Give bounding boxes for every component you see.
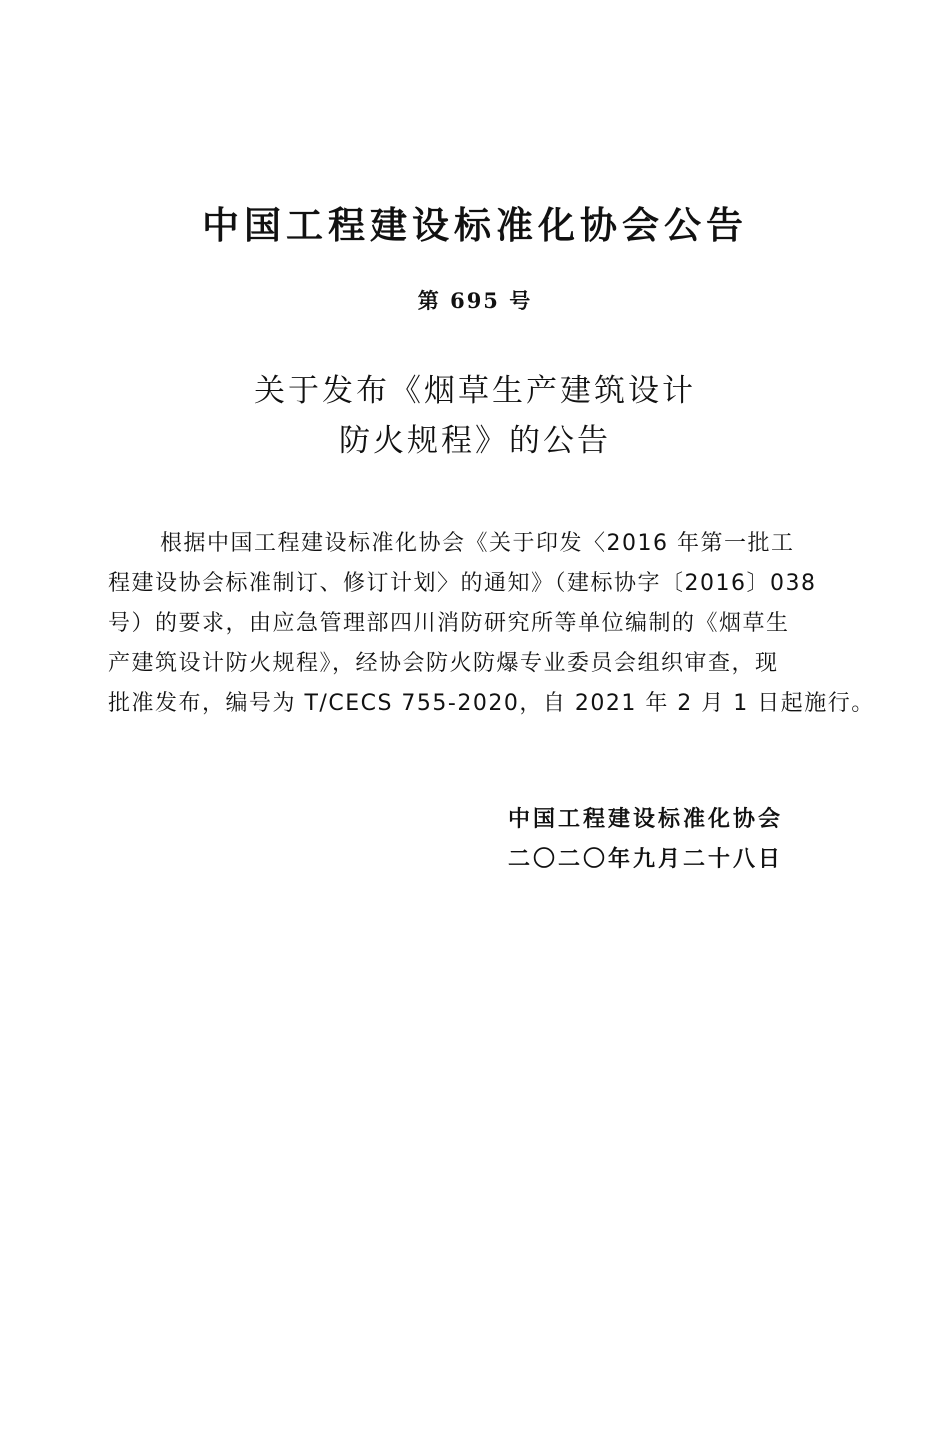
- notice-subject: [0, 366, 950, 466]
- subject-line-1: 关于发布《烟草生产建筑设计: [254, 373, 696, 409]
- subject-line-2: 防火规程》的公告: [339, 423, 611, 459]
- notice-number: 第 695 号: [417, 288, 533, 313]
- body-line: 程建设协会标准制订、修订计划〉的通知》（建标协字〔2016〕038: [108, 571, 817, 596]
- signature-org: 中国工程建设标准化协会: [508, 807, 784, 832]
- body-line: 根据中国工程建设标准化协会《关于印发〈2016 年第一批工: [160, 531, 795, 556]
- page-title: 中国工程建设标准化协会公告: [202, 204, 748, 247]
- signature-block: [508, 800, 783, 880]
- body-line: 产建筑设计防火规程》，经协会防火防爆专业委员会组织审查，现: [108, 651, 779, 676]
- body-line: 号）的要求，由应急管理部四川消防研究所等单位编制的《烟草生: [108, 611, 790, 636]
- body-line: 批准发布，编号为 T/CECS 755-2020，自 2021 年 2 月 1 日起施行。: [108, 691, 875, 716]
- signature-date: 二〇二〇年九月二十八日: [508, 847, 784, 872]
- notice-body: [108, 524, 875, 724]
